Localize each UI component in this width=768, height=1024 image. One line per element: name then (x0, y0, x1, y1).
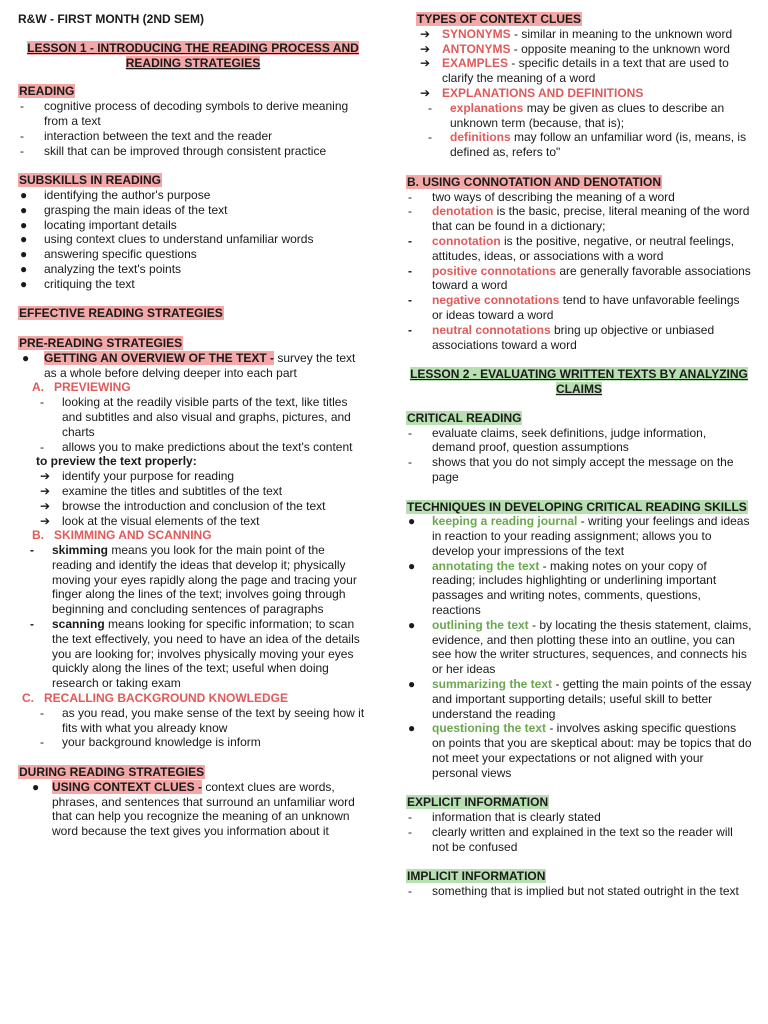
preview-properly-label: to preview the text properly: (36, 454, 197, 469)
list-item: ● USING CONTEXT CLUES - context clues are words, phrases, and sentences that surround an unfamiliar word that can help you recognize the meaning of an unknown word because the text gives you information about it (32, 779, 355, 839)
list-item: ➔ browse the introduction and conclusion of the text (40, 498, 326, 513)
list-item: ➔ look at the visual elements of the text (40, 513, 260, 528)
explanations-definitions-list (406, 101, 752, 160)
list-item: - evaluate claims, seek definitions, judge information, demand proof, question assumptions (408, 425, 707, 455)
list-item: - definitions may follow an unfamiliar word (is, means, is defined as, refers to" (428, 130, 747, 160)
preview-steps-list (18, 469, 368, 528)
document-title: R&W - FIRST MONTH (2ND SEM) (18, 12, 204, 26)
list-item: ● summarizing the text - getting the main points of the essay and important supporting details; useful skill to better understand the reading (408, 677, 752, 721)
list-item: ● GETTING AN OVERVIEW OF THE TEXT - survey the text as a whole before delving deeper into each part (22, 350, 356, 380)
explicit-info-heading: EXPLICIT INFORMATION (407, 795, 549, 810)
skimming-scanning-list (18, 543, 368, 691)
prereading-heading: PRE-READING STRATEGIES (19, 335, 183, 350)
during-reading-list (18, 780, 368, 839)
prereading-list (18, 351, 368, 381)
list-item: ● keeping a reading journal - writing your feelings and ideas in reaction to your reading assignment; allows you to develop your impressions of the text (408, 514, 750, 558)
skimming-scanning-heading: B. SKIMMING AND SCANNING (32, 528, 212, 543)
list-item: ➔ ANTONYMS - opposite meaning to the unknown word (420, 41, 730, 56)
list-item: - denotation is the basic, precise, literal meaning of the word that can be found in a dictionary; (408, 204, 750, 234)
previewing-list (18, 395, 368, 454)
effective-strategies-heading: EFFECTIVE READING STRATEGIES (19, 306, 223, 321)
list-item: - scanning means looking for specific information; to scan the text effectively, you need to have an idea of the details you are looking for; involves physically moving your eyes quickly along the lines of the text; useful when doing research or taking exam (30, 617, 360, 691)
lesson-1-title: LESSON 1 - INTRODUCING THE READING PROCESS AND READING STRATEGIES (27, 40, 359, 70)
during-reading-heading: DURING READING STRATEGIES (19, 765, 205, 780)
lesson-2-title: LESSON 2 - EVALUATING WRITTEN TEXTS BY ANALYZING CLAIMS (410, 367, 748, 396)
right-column (406, 12, 752, 899)
list-item: ● answering specific questions (20, 247, 197, 262)
context-clues-types-heading: TYPES OF CONTEXT CLUES (417, 12, 582, 26)
connotation-denotation-list (406, 190, 752, 353)
background-knowledge-list (18, 706, 368, 750)
list-item: - looking at the readily visible parts of the text, like titles and subtitles and also visual and graphs, pictures, and charts (40, 395, 351, 439)
list-item: - connotation is the positive, negative, or neutral feelings, attitudes, ideas, or associations with a word (408, 233, 735, 263)
list-item: - positive connotations are generally favorable associations toward a word (408, 263, 751, 293)
list-item: - shows that you do not simply accept the message on the page (408, 455, 734, 484)
explicit-info-list (406, 810, 752, 854)
list-item: ● analyzing the text's points (20, 261, 182, 276)
previewing-heading: A. PREVIEWING (32, 380, 131, 395)
list-item: ● identifying the author's purpose (20, 187, 211, 202)
list-item: ➔ examine the titles and subtitles of the text (40, 483, 283, 498)
list-item: ➔ EXAMPLES - specific details in a text that are used to clarify the meaning of a word (420, 56, 729, 86)
background-knowledge-heading: C. RECALLING BACKGROUND KNOWLEDGE (22, 691, 288, 706)
reading-heading: READING (19, 84, 75, 99)
list-item: - negative connotations tend to have unfavorable feelings or ideas toward a word (408, 293, 740, 322)
list-item: ● critiquing the text (20, 276, 135, 291)
list-item: - interaction between the text and the reader (20, 128, 273, 143)
list-item: ● questioning the text - involves asking specific questions on points that you are skeptical about: may be topics that do not meet your expectations or not aligned with your personal views (408, 721, 752, 780)
list-item: - explanations may be given as clues to describe an unknown term (because, that is); (428, 100, 725, 130)
list-item: - as you read, you make sense of the text by seeing how it fits with what you already know (40, 705, 365, 735)
list-item: ➔ identify your purpose for reading (40, 469, 235, 484)
techniques-list (406, 514, 752, 780)
list-item: ● outlining the text - by locating the thesis statement, claims, evidence, and then plotting these into an outline, you can see how the writer structures, sequences, and connects his or her ideas (408, 617, 752, 677)
list-item: - your background knowledge is inform (40, 735, 261, 750)
critical-reading-heading: CRITICAL READING (407, 410, 522, 425)
list-item: - something that is implied but not stated outright in the text (408, 884, 739, 899)
list-item: - cognitive process of decoding symbols to derive meaning from a text (20, 99, 349, 128)
list-item: - skill that can be improved through consistent practice (20, 143, 327, 158)
implicit-info-heading: IMPLICIT INFORMATION (407, 869, 546, 884)
list-item: ➔ SYNONYMS - similar in meaning to the unknown word (420, 26, 733, 41)
list-item: ● locating important details (20, 217, 177, 232)
list-item: - skimming means you look for the main point of the reading and identify the ideas that develop it; physically moving your eyes rapidly along the page and tracing your finger along the lines of the text; involves going through beginning and concluding sentences of paragraphs (30, 543, 357, 617)
implicit-info-list (406, 884, 752, 899)
list-item: ● using context clues to understand unfamiliar words (20, 232, 314, 247)
critical-reading-list (406, 426, 752, 485)
subskills-list (18, 188, 368, 292)
connotation-denotation-heading: B. USING CONNOTATION AND DENOTATION (407, 174, 661, 189)
list-item: ➔ EXPLANATIONS AND DEFINITIONS (420, 85, 644, 100)
context-clues-types-list (406, 27, 752, 101)
list-item: - clearly written and explained in the text so the reader will not be confused (408, 825, 733, 854)
techniques-heading: TECHNIQUES IN DEVELOPING CRITICAL READING SKILLS (407, 499, 747, 514)
list-item: ● grasping the main ideas of the text (20, 202, 228, 217)
list-item: - two ways of describing the meaning of a word (408, 189, 675, 204)
reading-list (18, 99, 368, 158)
list-item: - allows you to make predictions about the text's content (40, 439, 353, 454)
list-item: - neutral connotations bring up objective or unbiased associations toward a word (408, 322, 715, 352)
subskills-heading: SUBSKILLS IN READING (19, 173, 162, 188)
list-item: - information that is clearly stated (408, 810, 601, 825)
list-item: ● annotating the text - making notes on your copy of reading; includes highlighting or underlining important passages and writing notes, comments, questions, reactions (408, 558, 717, 618)
left-column (18, 12, 368, 839)
